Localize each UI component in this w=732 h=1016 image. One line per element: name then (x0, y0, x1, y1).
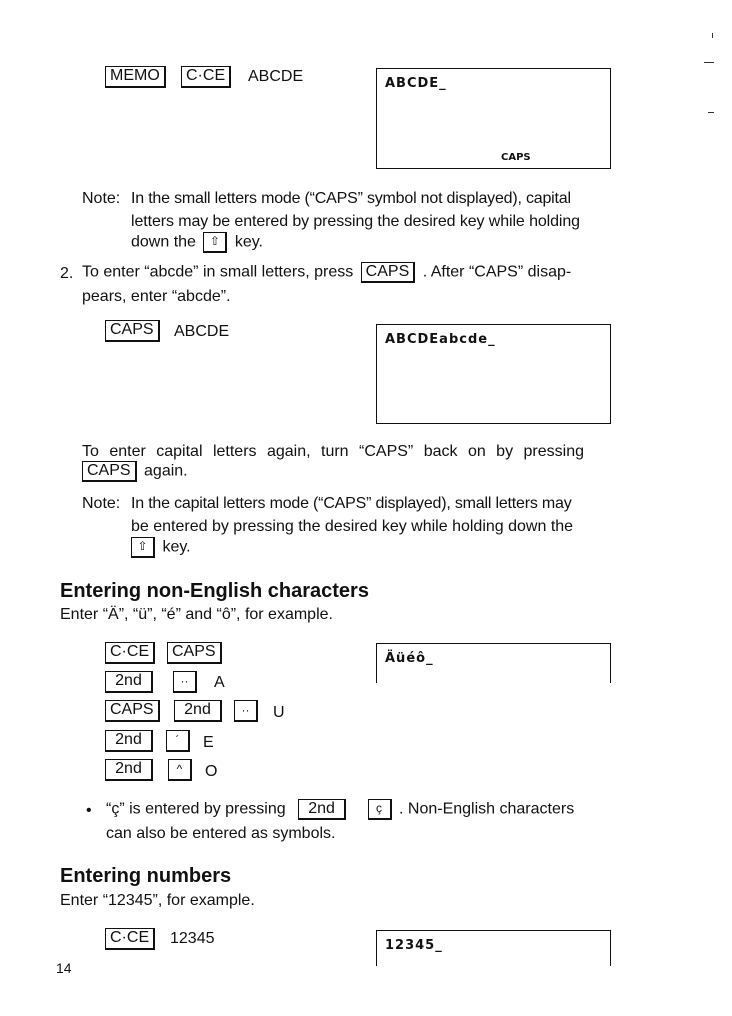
caps-key-inline-2[interactable]: CAPS (82, 461, 137, 482)
second-key-3[interactable]: 2nd (105, 730, 153, 752)
cce-key[interactable]: C·CE (181, 66, 231, 88)
step2-line1-pre: To enter “abcde” in small letters, press (82, 263, 354, 281)
cce-key-2[interactable]: C·CE (105, 642, 155, 664)
note2-line1: In the capital letters mode (“CAPS” displayed), small letters may (131, 495, 572, 512)
second-key-2[interactable]: 2nd (174, 700, 222, 722)
char-o: O (205, 763, 218, 780)
bullet-line2: can also be entered as symbols. (106, 825, 336, 842)
lcd-text-3: Äüéô_ (385, 651, 434, 666)
note2-line2: be entered by pressing the desired key while holding down the (131, 518, 574, 535)
bullet-line1 (106, 799, 574, 820)
step1-input: ABCDE (248, 68, 304, 85)
umlaut-key-1[interactable]: ·· (173, 671, 197, 693)
scan-mark (712, 33, 713, 38)
step2-line2: pears, enter “abcde”. (82, 288, 231, 305)
note1-line3-post: key. (234, 233, 263, 251)
memo-key[interactable]: MEMO (105, 66, 166, 88)
bullet-line1-pre: “ç” is entered by pressing (106, 800, 286, 818)
note1-line2: letters may be entered by pressing the desired key while holding (131, 213, 580, 230)
caps-again-line2 (82, 461, 188, 482)
step2-line1-post: . After “CAPS” disap- (422, 263, 572, 281)
caps-indicator: CAPS (501, 152, 531, 163)
char-a: A (214, 674, 225, 691)
caps-again-post: again. (144, 462, 188, 480)
scan-mark (704, 62, 714, 63)
numbers-intro: Enter “12345”, for example. (60, 892, 255, 909)
bullet-dot: • (86, 802, 92, 819)
page-number: 14 (56, 960, 72, 976)
non-english-intro: Enter “Ä”, “ü”, “é” and “ô”, for example. (60, 606, 333, 623)
lcd-text-2: ABCDEabcde_ (385, 332, 496, 347)
note2-line3 (131, 537, 191, 558)
note2-line3-post: key. (162, 538, 191, 556)
caps-key-3[interactable]: CAPS (105, 700, 160, 722)
char-u: U (273, 704, 285, 721)
numbers-input: 12345 (170, 930, 215, 947)
acute-key[interactable]: ´ (166, 730, 190, 752)
caps-again-line1: To enter capital letters again, turn “CAPS” back on by pressing (82, 443, 584, 460)
char-e: E (203, 734, 214, 751)
lcd-display-4 (376, 930, 611, 966)
scan-mark (708, 112, 714, 113)
note2-label: Note: (82, 495, 121, 512)
step2-line1 (82, 262, 571, 283)
note1-line3 (131, 232, 263, 253)
caps-key-2[interactable]: CAPS (167, 642, 222, 664)
lcd-display-1 (376, 68, 611, 169)
bullet-line1-post: . Non-English characters (399, 800, 575, 818)
circumflex-key[interactable]: ^ (168, 759, 192, 781)
lcd-display-2 (376, 324, 611, 424)
shift-key[interactable]: ⇧ (203, 232, 227, 253)
step2-number: 2. (60, 265, 74, 282)
lcd-text-4: 12345_ (385, 938, 443, 953)
second-key-inline[interactable]: 2nd (298, 799, 346, 820)
cce-key-3[interactable]: C·CE (105, 928, 155, 950)
lcd-text-1: ABCDE_ (385, 76, 447, 91)
shift-key-2[interactable]: ⇧ (131, 537, 155, 558)
second-key-4[interactable]: 2nd (105, 759, 153, 781)
heading-non-english: Entering non-English characters (60, 580, 369, 602)
caps-key[interactable]: CAPS (105, 320, 160, 342)
cedilla-key[interactable]: ç (368, 799, 392, 820)
note1-label: Note: (82, 190, 121, 207)
note1-line3-pre: down the (131, 233, 196, 251)
second-key-1[interactable]: 2nd (105, 671, 153, 693)
caps-key-inline[interactable]: CAPS (361, 262, 416, 283)
note1-line1: In the small letters mode (“CAPS” symbol not displayed), capital (131, 190, 571, 207)
step2-input: ABCDE (174, 323, 230, 340)
umlaut-key-2[interactable]: ·· (234, 700, 258, 722)
lcd-display-3 (376, 643, 611, 683)
heading-numbers: Entering numbers (60, 865, 232, 887)
